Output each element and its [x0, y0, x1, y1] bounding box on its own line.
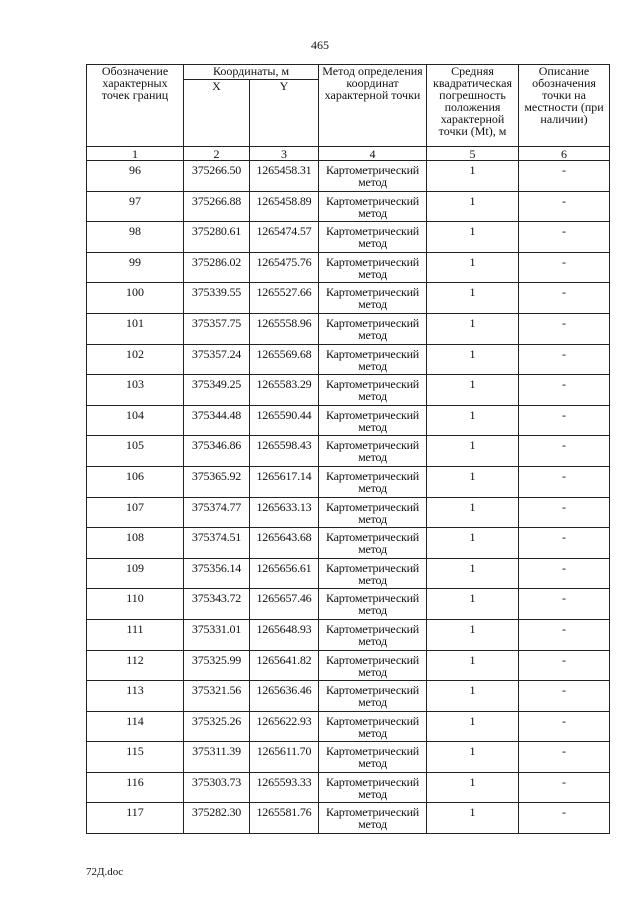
description-cell: - — [519, 589, 610, 620]
x-coordinate-cell: 375344.48 — [184, 405, 250, 436]
column-numbers-row — [87, 147, 610, 161]
point-designation-cell: 106 — [87, 466, 184, 497]
method-cell: Картометрический метод — [319, 497, 427, 528]
mean-error-cell: 1 — [427, 772, 519, 803]
point-designation-cell: 115 — [87, 742, 184, 773]
method-cell: Картометрический метод — [319, 344, 427, 375]
description-cell: - — [519, 252, 610, 283]
point-designation-cell: 97 — [87, 191, 184, 222]
table-row — [87, 650, 610, 681]
description-cell: - — [519, 313, 610, 344]
header-mean-error: Средняя квадратическая погрешность положения характерной точки (Mt), м — [427, 65, 519, 147]
description-cell: - — [519, 711, 610, 742]
method-cell: Картометрический метод — [319, 283, 427, 314]
description-cell: - — [519, 436, 610, 467]
description-cell: - — [519, 222, 610, 253]
y-coordinate-cell: 1265474.57 — [250, 222, 319, 253]
description-cell: - — [519, 742, 610, 773]
column-number: 1 — [87, 147, 184, 161]
x-coordinate-cell: 375321.56 — [184, 681, 250, 712]
column-number: 5 — [427, 147, 519, 161]
y-coordinate-cell: 1265622.93 — [250, 711, 319, 742]
x-coordinate-cell: 375349.25 — [184, 375, 250, 406]
point-designation-cell: 107 — [87, 497, 184, 528]
table-body — [87, 161, 610, 834]
table-row — [87, 161, 610, 192]
description-cell: - — [519, 344, 610, 375]
table-row — [87, 191, 610, 222]
x-coordinate-cell: 375365.92 — [184, 466, 250, 497]
x-coordinate-cell: 375280.61 — [184, 222, 250, 253]
y-coordinate-cell: 1265527.66 — [250, 283, 319, 314]
mean-error-cell: 1 — [427, 436, 519, 467]
method-cell: Картометрический метод — [319, 161, 427, 192]
method-cell: Картометрический метод — [319, 772, 427, 803]
table-row — [87, 375, 610, 406]
table-row — [87, 222, 610, 253]
description-cell: - — [519, 803, 610, 834]
point-designation-cell: 108 — [87, 528, 184, 559]
description-cell: - — [519, 558, 610, 589]
mean-error-cell: 1 — [427, 313, 519, 344]
header-point-designation: Обозначение характерных точек границ — [87, 65, 184, 147]
x-coordinate-cell: 375339.55 — [184, 283, 250, 314]
y-coordinate-cell: 1265641.82 — [250, 650, 319, 681]
x-coordinate-cell: 375346.86 — [184, 436, 250, 467]
y-coordinate-cell: 1265657.46 — [250, 589, 319, 620]
mean-error-cell: 1 — [427, 344, 519, 375]
column-number: 2 — [184, 147, 250, 161]
mean-error-cell: 1 — [427, 466, 519, 497]
mean-error-cell: 1 — [427, 283, 519, 314]
y-coordinate-cell: 1265611.70 — [250, 742, 319, 773]
column-number: 4 — [319, 147, 427, 161]
x-coordinate-cell: 375374.77 — [184, 497, 250, 528]
point-designation-cell: 116 — [87, 772, 184, 803]
point-designation-cell: 117 — [87, 803, 184, 834]
method-cell: Картометрический метод — [319, 252, 427, 283]
x-coordinate-cell: 375325.99 — [184, 650, 250, 681]
table-row — [87, 619, 610, 650]
y-coordinate-cell: 1265458.89 — [250, 191, 319, 222]
y-coordinate-cell: 1265648.93 — [250, 619, 319, 650]
method-cell: Картометрический метод — [319, 466, 427, 497]
y-coordinate-cell: 1265458.31 — [250, 161, 319, 192]
description-cell: - — [519, 497, 610, 528]
table-row — [87, 344, 610, 375]
boundary-points-table — [86, 64, 610, 834]
table-row — [87, 405, 610, 436]
point-designation-cell: 110 — [87, 589, 184, 620]
description-cell: - — [519, 466, 610, 497]
point-designation-cell: 105 — [87, 436, 184, 467]
point-designation-cell: 111 — [87, 619, 184, 650]
method-cell: Картометрический метод — [319, 711, 427, 742]
x-coordinate-cell: 375374.51 — [184, 528, 250, 559]
table-row — [87, 742, 610, 773]
description-cell: - — [519, 191, 610, 222]
table-row — [87, 466, 610, 497]
y-coordinate-cell: 1265583.29 — [250, 375, 319, 406]
table-row — [87, 528, 610, 559]
x-coordinate-cell: 375343.72 — [184, 589, 250, 620]
description-cell: - — [519, 405, 610, 436]
x-coordinate-cell: 375266.50 — [184, 161, 250, 192]
description-cell: - — [519, 375, 610, 406]
description-cell: - — [519, 161, 610, 192]
point-designation-cell: 113 — [87, 681, 184, 712]
mean-error-cell: 1 — [427, 222, 519, 253]
method-cell: Картометрический метод — [319, 313, 427, 344]
description-cell: - — [519, 528, 610, 559]
point-designation-cell: 102 — [87, 344, 184, 375]
y-coordinate-cell: 1265656.61 — [250, 558, 319, 589]
y-coordinate-cell: 1265581.76 — [250, 803, 319, 834]
y-coordinate-cell: 1265636.46 — [250, 681, 319, 712]
mean-error-cell: 1 — [427, 252, 519, 283]
description-cell: - — [519, 619, 610, 650]
mean-error-cell: 1 — [427, 711, 519, 742]
table-row — [87, 436, 610, 467]
point-designation-cell: 104 — [87, 405, 184, 436]
description-cell: - — [519, 681, 610, 712]
mean-error-cell: 1 — [427, 681, 519, 712]
y-coordinate-cell: 1265633.13 — [250, 497, 319, 528]
point-designation-cell: 112 — [87, 650, 184, 681]
x-coordinate-cell: 375266.88 — [184, 191, 250, 222]
table-row — [87, 711, 610, 742]
y-coordinate-cell: 1265598.43 — [250, 436, 319, 467]
point-designation-cell: 96 — [87, 161, 184, 192]
table-row — [87, 558, 610, 589]
point-designation-cell: 114 — [87, 711, 184, 742]
point-designation-cell: 98 — [87, 222, 184, 253]
method-cell: Картометрический метод — [319, 222, 427, 253]
point-designation-cell: 101 — [87, 313, 184, 344]
description-cell: - — [519, 283, 610, 314]
method-cell: Картометрический метод — [319, 375, 427, 406]
header-description: Описание обозначения точки на местности (при наличии) — [519, 65, 610, 147]
mean-error-cell: 1 — [427, 528, 519, 559]
mean-error-cell: 1 — [427, 405, 519, 436]
method-cell: Картометрический метод — [319, 405, 427, 436]
point-designation-cell: 100 — [87, 283, 184, 314]
point-designation-cell: 103 — [87, 375, 184, 406]
mean-error-cell: 1 — [427, 742, 519, 773]
table-row — [87, 681, 610, 712]
mean-error-cell: 1 — [427, 803, 519, 834]
x-coordinate-cell: 375303.73 — [184, 772, 250, 803]
x-coordinate-cell: 375282.30 — [184, 803, 250, 834]
header-y: Y — [250, 80, 319, 147]
y-coordinate-cell: 1265558.96 — [250, 313, 319, 344]
x-coordinate-cell: 375311.39 — [184, 742, 250, 773]
method-cell: Картометрический метод — [319, 558, 427, 589]
footer-filename: 72Д.doc — [86, 866, 124, 878]
table-row — [87, 803, 610, 834]
method-cell: Картометрический метод — [319, 619, 427, 650]
x-coordinate-cell: 375286.02 — [184, 252, 250, 283]
method-cell: Картометрический метод — [319, 528, 427, 559]
page-number: 465 — [311, 38, 329, 52]
x-coordinate-cell: 375357.75 — [184, 313, 250, 344]
x-coordinate-cell: 375356.14 — [184, 558, 250, 589]
point-designation-cell: 109 — [87, 558, 184, 589]
y-coordinate-cell: 1265617.14 — [250, 466, 319, 497]
point-designation-cell: 99 — [87, 252, 184, 283]
mean-error-cell: 1 — [427, 375, 519, 406]
mean-error-cell: 1 — [427, 497, 519, 528]
table-row — [87, 772, 610, 803]
y-coordinate-cell: 1265590.44 — [250, 405, 319, 436]
method-cell: Картометрический метод — [319, 803, 427, 834]
method-cell: Картометрический метод — [319, 589, 427, 620]
description-cell: - — [519, 772, 610, 803]
header-coordinates: Координаты, м — [184, 65, 319, 80]
mean-error-cell: 1 — [427, 619, 519, 650]
mean-error-cell: 1 — [427, 161, 519, 192]
table-row — [87, 589, 610, 620]
method-cell: Картометрический метод — [319, 742, 427, 773]
mean-error-cell: 1 — [427, 191, 519, 222]
y-coordinate-cell: 1265593.33 — [250, 772, 319, 803]
method-cell: Картометрический метод — [319, 650, 427, 681]
column-number: 6 — [519, 147, 610, 161]
y-coordinate-cell: 1265475.76 — [250, 252, 319, 283]
method-cell: Картометрический метод — [319, 191, 427, 222]
table-row — [87, 252, 610, 283]
table-row — [87, 497, 610, 528]
x-coordinate-cell: 375331.01 — [184, 619, 250, 650]
method-cell: Картометрический метод — [319, 436, 427, 467]
y-coordinate-cell: 1265643.68 — [250, 528, 319, 559]
y-coordinate-cell: 1265569.68 — [250, 344, 319, 375]
header-x: X — [184, 80, 250, 147]
header-method: Метод определения координат характерной точки — [319, 65, 427, 147]
table-row — [87, 313, 610, 344]
mean-error-cell: 1 — [427, 650, 519, 681]
column-number: 3 — [250, 147, 319, 161]
method-cell: Картометрический метод — [319, 681, 427, 712]
x-coordinate-cell: 375357.24 — [184, 344, 250, 375]
x-coordinate-cell: 375325.26 — [184, 711, 250, 742]
mean-error-cell: 1 — [427, 589, 519, 620]
description-cell: - — [519, 650, 610, 681]
mean-error-cell: 1 — [427, 558, 519, 589]
table-row — [87, 283, 610, 314]
